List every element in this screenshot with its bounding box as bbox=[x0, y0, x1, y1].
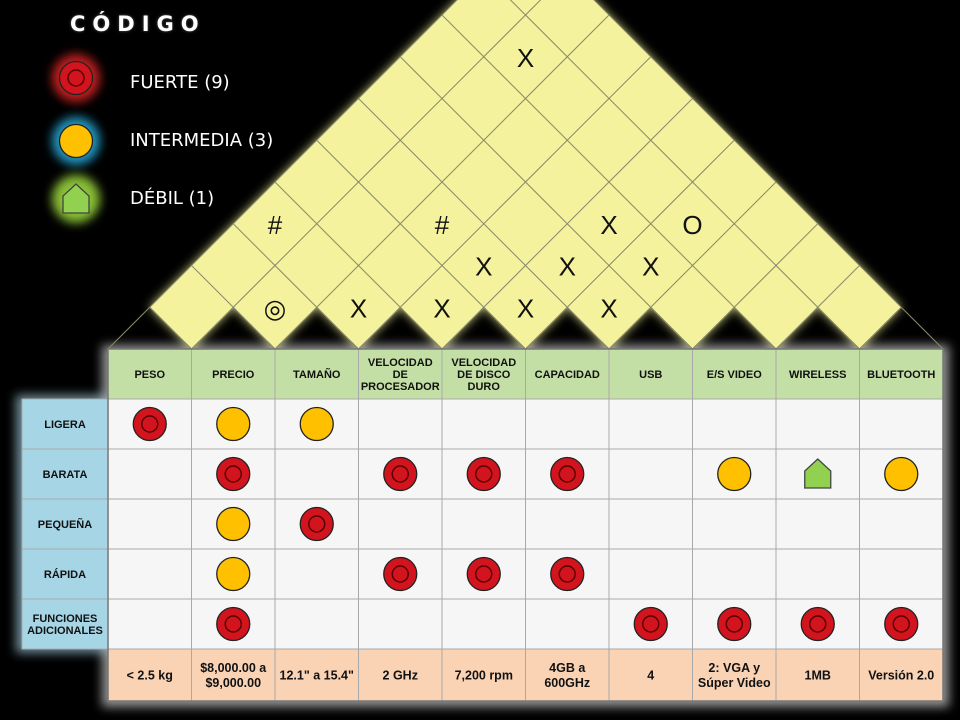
matrix-cell bbox=[275, 549, 359, 599]
relationship-medium bbox=[217, 508, 250, 541]
relationship-strong bbox=[384, 458, 417, 491]
matrix-cell bbox=[359, 499, 443, 549]
matrix-cell bbox=[776, 549, 860, 599]
matrix-cell bbox=[526, 499, 610, 549]
relationship-medium bbox=[300, 408, 333, 441]
target-value: 7,200 rpm bbox=[454, 668, 513, 683]
column-header-usb: USB bbox=[639, 369, 663, 381]
matrix-cell bbox=[776, 499, 860, 549]
target-value: 2 GHz bbox=[382, 668, 418, 683]
legend-symbol-strong bbox=[60, 62, 93, 95]
correlation-roof bbox=[108, 0, 943, 349]
roof-mark-bullseye: ◎ bbox=[263, 293, 287, 324]
relationship-strong bbox=[551, 558, 584, 591]
target-value: 4GB a 600GHz bbox=[544, 661, 591, 690]
matrix-cell bbox=[860, 499, 944, 549]
relationship-strong bbox=[551, 458, 584, 491]
roof-mark-x: X bbox=[600, 293, 618, 324]
legend-title: CÓDIGO bbox=[70, 12, 206, 36]
matrix-cell bbox=[275, 449, 359, 499]
matrix-cell bbox=[442, 399, 526, 449]
target-value: Versión 2.0 bbox=[868, 668, 935, 683]
row-header-barata: BARATA bbox=[42, 469, 88, 481]
relationship-strong bbox=[467, 558, 500, 591]
matrix-cell bbox=[776, 399, 860, 449]
matrix-cell bbox=[442, 499, 526, 549]
relationship-matrix bbox=[22, 349, 943, 701]
matrix-cell bbox=[609, 399, 693, 449]
roof-mark-hash: # bbox=[267, 209, 283, 240]
matrix-cell bbox=[693, 549, 777, 599]
roof-mark-x: X bbox=[433, 293, 451, 324]
column-header-bluetooth: BLUETOOTH bbox=[867, 369, 936, 381]
relationship-strong bbox=[467, 458, 500, 491]
roof-mark-x: X bbox=[642, 251, 660, 282]
legend-label-weak: DÉBIL (1) bbox=[130, 188, 215, 209]
row-header-ligera: LIGERA bbox=[44, 419, 86, 431]
target-value: 4 bbox=[647, 668, 655, 683]
target-value: 12.1" a 15.4" bbox=[279, 668, 354, 683]
matrix-cell bbox=[359, 399, 443, 449]
target-cell bbox=[526, 649, 610, 701]
matrix-cell bbox=[108, 499, 192, 549]
roof-mark-x: X bbox=[475, 251, 493, 282]
row-header-pequena: PEQUEÑA bbox=[37, 519, 93, 531]
relationship-strong bbox=[885, 608, 918, 641]
legend-label-medium: INTERMEDIA (3) bbox=[130, 130, 274, 151]
matrix-cell bbox=[108, 599, 192, 649]
roof-mark-x: X bbox=[600, 209, 618, 240]
relationship-strong bbox=[217, 608, 250, 641]
matrix-cell bbox=[275, 599, 359, 649]
matrix-cell bbox=[860, 549, 944, 599]
target-cell bbox=[192, 649, 276, 701]
column-header-precio: PRECIO bbox=[212, 369, 255, 381]
legend-symbol-medium bbox=[60, 125, 93, 158]
relationship-strong bbox=[217, 458, 250, 491]
relationship-medium bbox=[217, 408, 250, 441]
matrix-cell bbox=[693, 499, 777, 549]
relationship-strong bbox=[718, 608, 751, 641]
row-header-funciones-adicionales: FUNCIONES ADICIONALES bbox=[27, 613, 103, 637]
roof-mark-x: X bbox=[558, 251, 576, 282]
matrix-cell bbox=[526, 399, 610, 449]
column-header-velocidad-de-disco-duro: VELOCIDAD DE DISCO DURO bbox=[451, 357, 517, 393]
matrix-cell bbox=[442, 599, 526, 649]
target-value: 1MB bbox=[804, 668, 831, 683]
roof-mark-x: X bbox=[349, 293, 368, 324]
matrix-cell bbox=[609, 449, 693, 499]
target-value: 2: VGA y Súper Video bbox=[697, 661, 771, 690]
matrix-cell bbox=[609, 549, 693, 599]
relationship-strong bbox=[384, 558, 417, 591]
matrix-cell bbox=[108, 549, 192, 599]
roof-mark-x: X bbox=[516, 42, 535, 73]
relationship-strong bbox=[300, 508, 333, 541]
matrix-cell bbox=[693, 399, 777, 449]
column-header-velocidad-de-procesador: VELOCIDAD DE PROCESADOR bbox=[360, 357, 440, 393]
matrix-cell bbox=[108, 449, 192, 499]
roof-mark-hash: # bbox=[434, 209, 450, 240]
legend-label-strong: FUERTE (9) bbox=[130, 72, 230, 93]
roof-mark-circle: O bbox=[682, 209, 703, 240]
column-header-tamano: TAMAÑO bbox=[293, 369, 341, 381]
relationship-strong bbox=[801, 608, 834, 641]
target-value: < 2.5 kg bbox=[126, 668, 173, 683]
matrix-cell bbox=[860, 399, 944, 449]
column-header-peso: PESO bbox=[134, 369, 166, 381]
roof-mark-x: X bbox=[516, 293, 535, 324]
target-value: $8,000.00 a $9,000.00 bbox=[200, 661, 267, 690]
legend bbox=[52, 54, 100, 223]
column-header-wireless: WIRELESS bbox=[789, 369, 847, 381]
relationship-medium bbox=[718, 458, 751, 491]
matrix-cell bbox=[526, 599, 610, 649]
matrix-cell bbox=[609, 499, 693, 549]
relationship-strong bbox=[133, 408, 166, 441]
relationship-medium bbox=[885, 458, 918, 491]
column-header-capacidad: CAPACIDAD bbox=[534, 369, 600, 381]
relationship-medium bbox=[217, 558, 250, 591]
column-header-e-s-video: E/S VIDEO bbox=[706, 369, 762, 381]
matrix-cell bbox=[359, 599, 443, 649]
target-cell bbox=[693, 649, 777, 701]
relationship-strong bbox=[634, 608, 667, 641]
row-header-rapida: RÁPIDA bbox=[43, 569, 87, 581]
